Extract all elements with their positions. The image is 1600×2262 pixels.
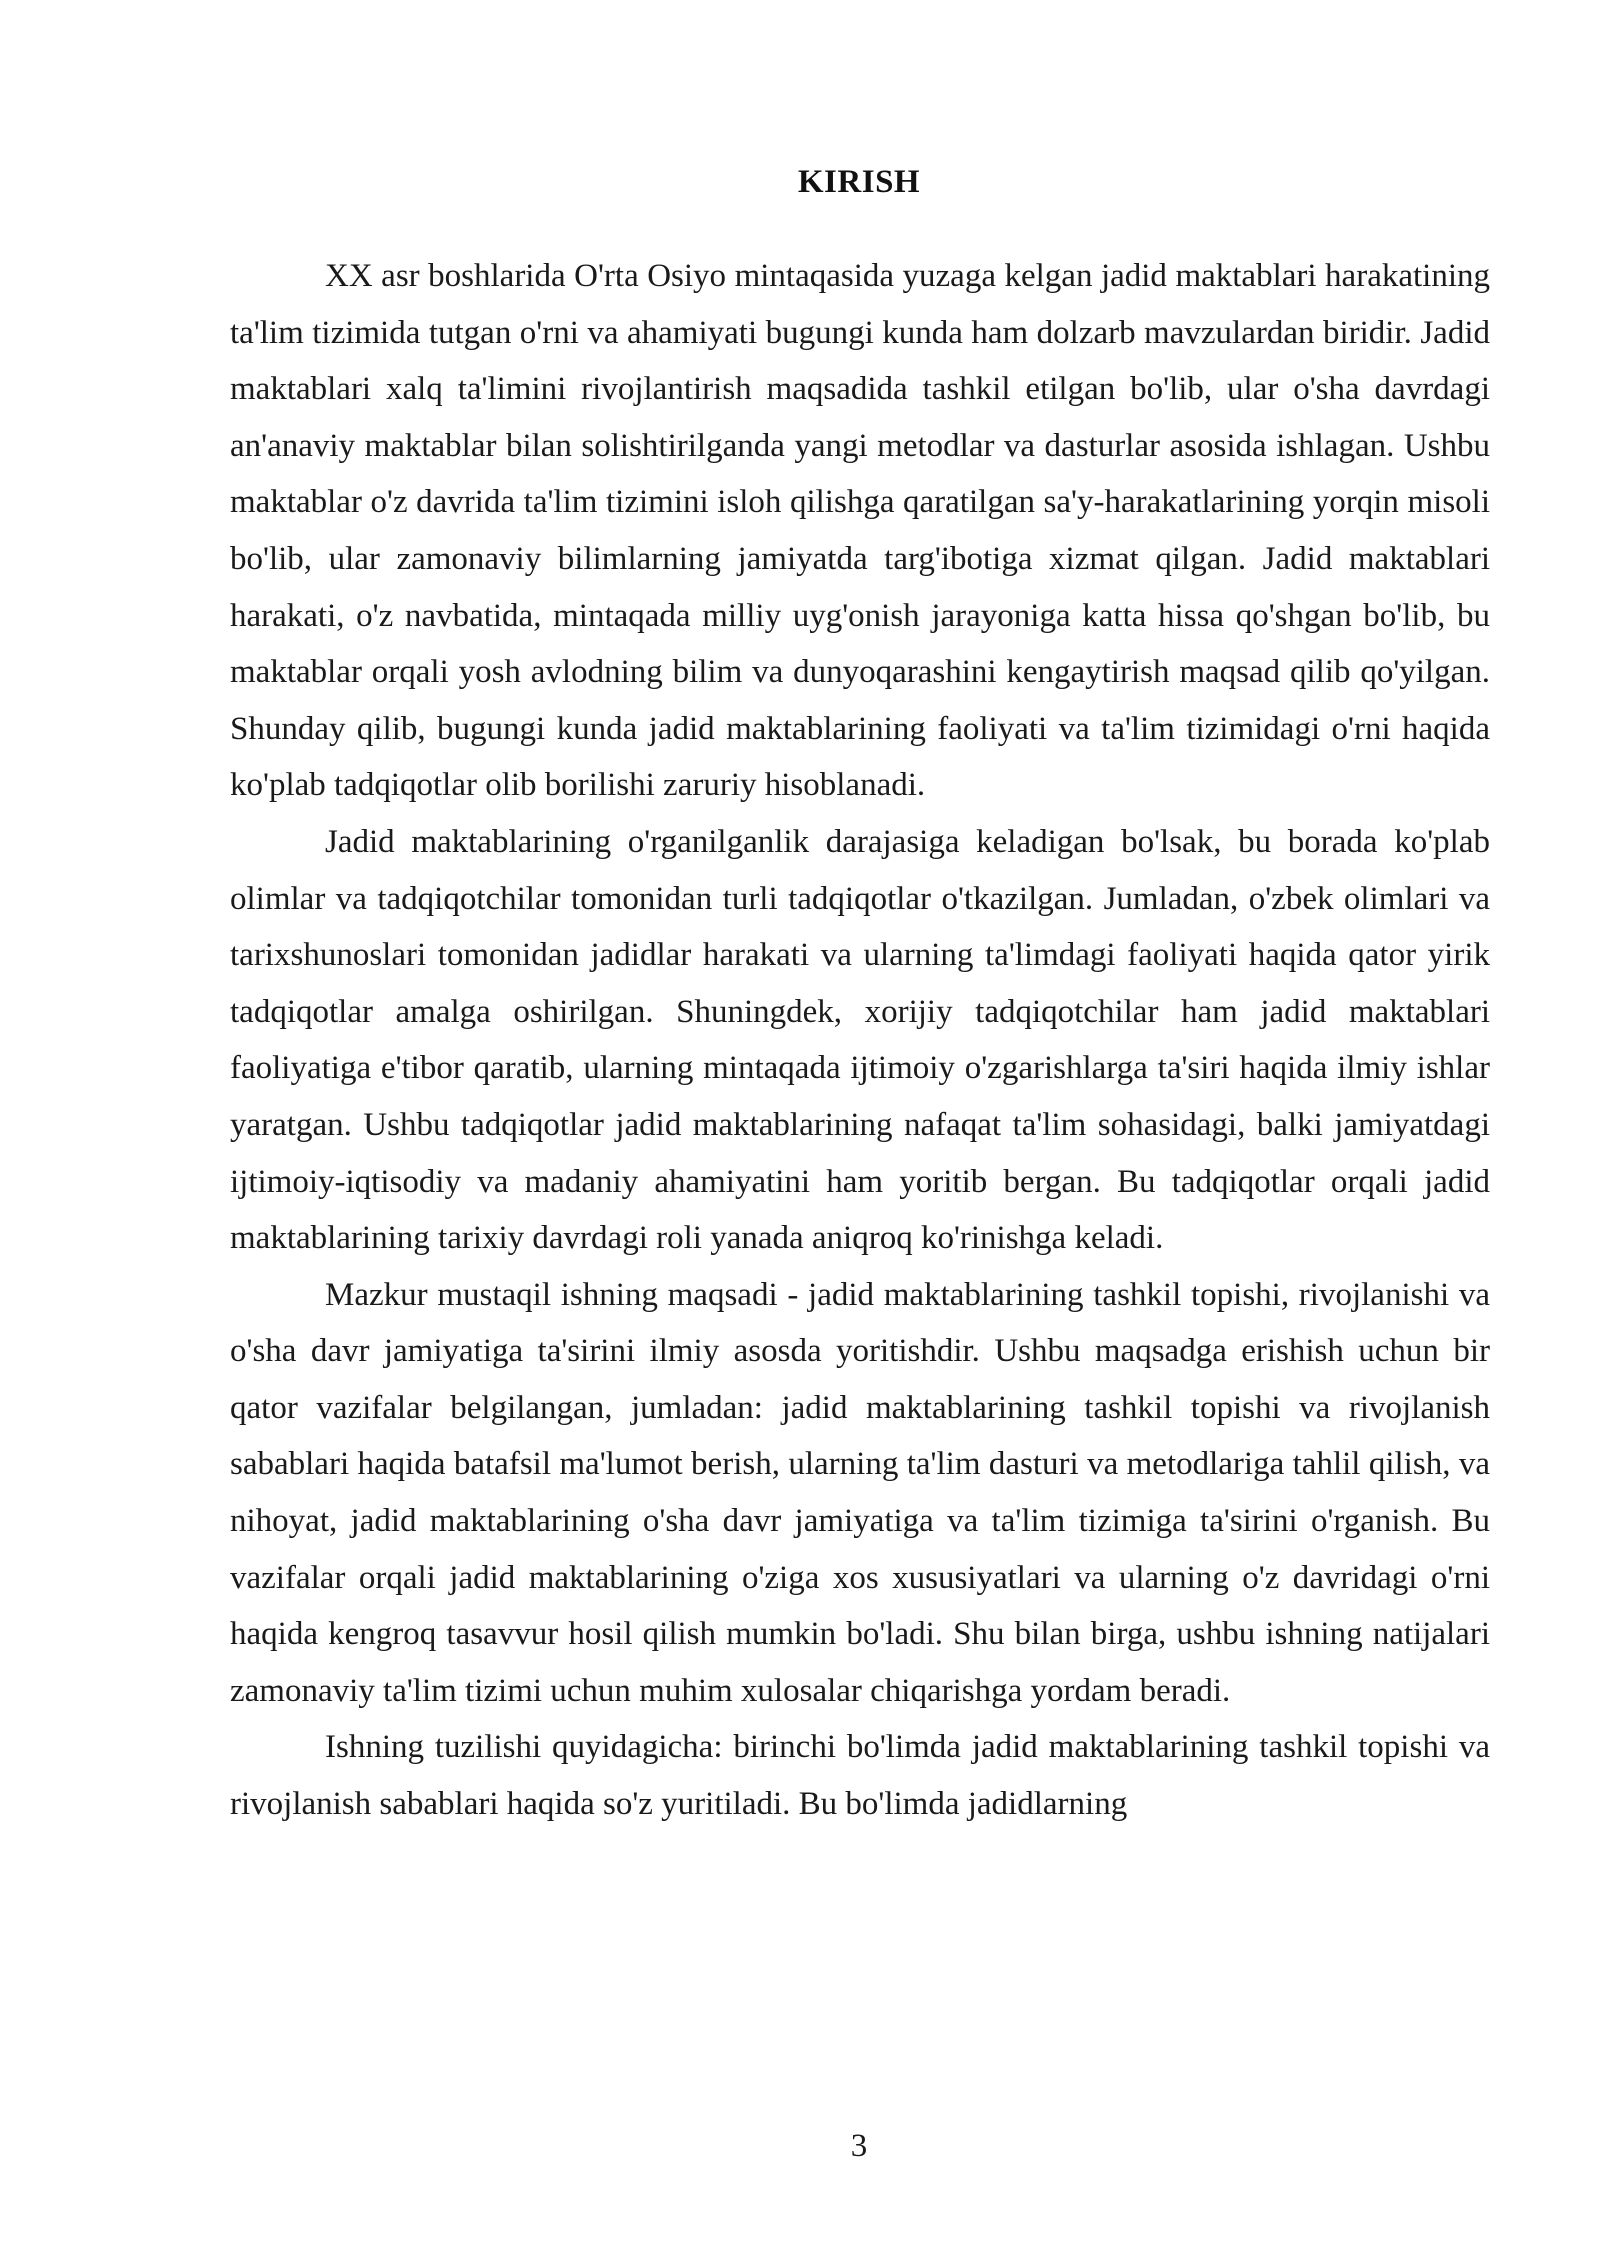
page-title: KIRISH — [797, 164, 921, 200]
paragraph-4: Ishning tuzilishi quyidagicha: birinchi bo'limda jadid maktablarining tashkil topishi va rivojlanish sabablari haqida so'z yuritiladi. Bu bo'limda jadidlarning — [230, 1729, 1490, 1823]
page-number: 3 — [850, 2128, 868, 2164]
paragraph-3: Mazkur mustaqil ishning maqsadi - jadid maktablarining tashkil topishi, rivojlanishi va o'sha davr jamiyatiga ta'sirini ilmiy asosda yoritishdir. Ushbu maqsadga erishish uchun bir qator vazifalar belgilangan, jumladan: jadid maktablarining tashkil topishi va rivojlanish sabablari haqida batafsil ma'lumot berish, ularning ta'lim dasturi va metodlariga tahlil qilish, va nihoyat, jadid maktablarining o'sha davr jamiyatiga va ta'lim tizimiga ta'sirini o'rganish. Bu vazifalar orqali jadid maktablarining o'ziga xos xususiyatlari va ularning o'z davridagi o'rni haqida kengroq tasavvur hosil qilish mumkin bo'ladi. Shu bilan birga, ushbu ishning natijalari zamonaviy ta'lim tizimi uchun muhim xulosalar chiqarishga yordam beradi. — [230, 1276, 1490, 1709]
body-text — [230, 248, 1490, 1833]
paragraph-2: Jadid maktablarining o'rganilganlik darajasiga keladigan bo'lsak, bu borada ko'plab olimlar va tadqiqotchilar tomonidan turli tadqiqotlar o'tkazilgan. Jumladan, o'zbek olimlari va tarixshunoslari tomonidan jadidlar harakati va ularning ta'limdagi faoliyati haqida qator yirik tadqiqotlar amalga oshirilgan. Shuningdek, xorijiy tadqiqotchilar ham jadid maktablari faoliyatiga e'tibor qaratib, ularning mintaqada ijtimoiy o'zgarishlarga ta'siri haqida ilmiy ishlar yaratgan. Ushbu tadqiqotlar jadid maktablarining nafaqat ta'lim sohasidagi, balki jamiyatdagi ijtimoiy-iqtisodiy va madaniy ahamiyatini ham yoritib bergan. Bu tadqiqotlar orqali jadid maktablarining tarixiy davrdagi roli yanada aniqroq ko'rinishga keladi. — [230, 823, 1490, 1257]
paragraph-1: XX asr boshlarida O'rta Osiyo mintaqasida yuzaga kelgan jadid maktablari harakatining ta'lim tizimida tutgan o'rni va ahamiyati bugungi kunda ham dolzarb mavzulardan biridir. Jadid maktablari xalq ta'limini rivojlantirish maqsadida tashkil etilgan bo'lib, ular o'sha davrdagi an'anaviy maktablar bilan solishtirilganda yangi metodlar va dasturlar asosida ishlagan. Ushbu maktablar o'z davrida ta'lim tizimini isloh qilishga qaratilgan sa'y-harakatlarining yorqin misoli bo'lib, ular zamonaviy bilimlarning jamiyatda targ'ibotiga xizmat qilgan. Jadid maktablari harakati, o'z navbatida, mintaqada milliy uyg'onish jarayoniga katta hissa qo'shgan bo'lib, bu maktablar orqali yosh avlodning bilim va dunyoqarashini kengaytirish maqsad qilib qo'yilgan. Shunday qilib, bugungi kunda jadid maktablarining faoliyati va ta'lim tizimidagi o'rni haqida ko'plab tadqiqotlar olib borilishi zaruriy hisoblanadi. — [230, 258, 1490, 804]
